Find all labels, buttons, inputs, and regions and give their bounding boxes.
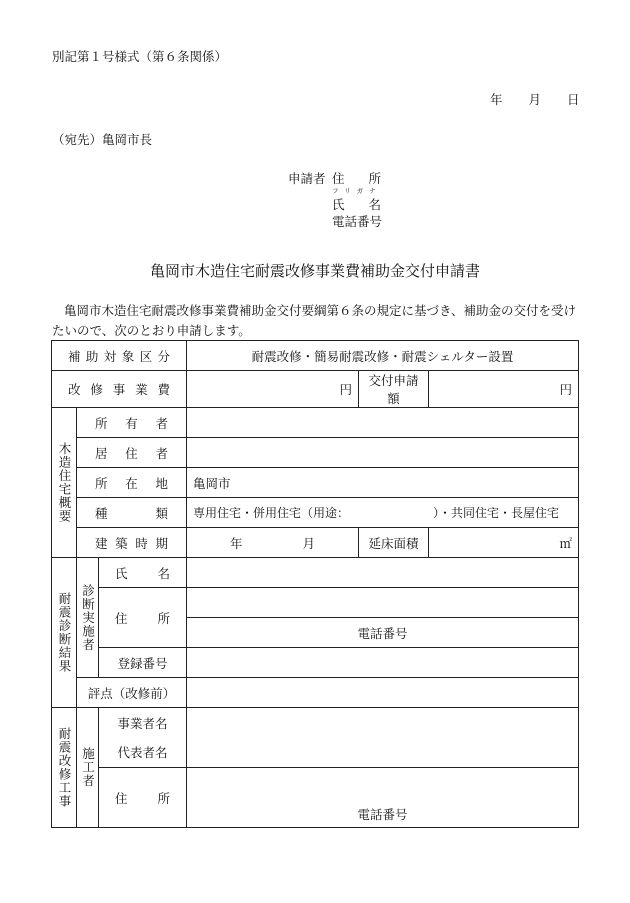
application-table xyxy=(51,340,579,828)
resident-label: 居住者 xyxy=(77,438,187,468)
table-row xyxy=(52,708,579,738)
diagnosis-section-label: 耐震診断結果 xyxy=(52,558,77,708)
body-text: 亀岡市木造住宅耐震改修事業費補助金交付要綱第６条の規定に基づき、補助金の交付を受けたいので、次のとおり申請します。 xyxy=(52,303,577,338)
grant-amount-field[interactable] xyxy=(429,371,579,408)
floor-area-unit: ㎡ xyxy=(559,535,573,551)
repair-cost-label: 改修事業費 xyxy=(52,371,187,408)
representative-field[interactable] xyxy=(187,738,579,768)
contractor-address-field[interactable] xyxy=(187,768,579,798)
resident-field[interactable] xyxy=(187,438,579,468)
subsidy-category-label: 補助対象区分 xyxy=(52,341,187,371)
table-row xyxy=(52,468,579,498)
table-row xyxy=(52,558,579,588)
applicant-label: 申請者 xyxy=(288,171,326,186)
score-label: 評点（改修前） xyxy=(77,678,187,708)
registration-field[interactable] xyxy=(187,648,579,678)
built-field[interactable] xyxy=(187,528,359,558)
type-suffix: ）・共同住宅・長屋住宅 xyxy=(433,506,560,520)
date-year: 年 xyxy=(490,92,503,107)
contractor-phone-label: 電話番号 xyxy=(357,807,408,822)
type-prefix: 専用住宅・併用住宅（用途： xyxy=(193,506,350,520)
diagnosis-phone-field[interactable] xyxy=(187,618,579,648)
table-row xyxy=(52,371,579,408)
diagnosis-address-field[interactable] xyxy=(187,588,579,618)
diagnosis-phone-label: 電話番号 xyxy=(357,625,408,641)
diagnosis-name-label: 氏名 xyxy=(99,558,187,588)
floor-area-label: 延床面積 xyxy=(359,528,429,558)
table-row xyxy=(52,438,579,468)
contractor-phone-field[interactable] xyxy=(187,798,579,828)
diagnosis-performer-label: 診断実施者 xyxy=(77,558,99,678)
built-month: 月 xyxy=(302,535,316,551)
retrofit-section-label: 耐震改修工事 xyxy=(52,708,77,828)
table-row xyxy=(52,408,579,438)
score-field[interactable] xyxy=(187,678,579,708)
applicant-name-label: 氏名 xyxy=(332,197,406,212)
addressee: （宛先）亀岡市長 xyxy=(52,132,153,147)
table-row xyxy=(52,341,579,371)
registration-label: 登録番号 xyxy=(99,648,187,678)
owner-field[interactable] xyxy=(187,408,579,438)
housing-section-label: 木造住宅概要 xyxy=(52,408,77,558)
form-number: 別記第１号様式（第６条関係） xyxy=(52,49,228,64)
table-row xyxy=(52,498,579,528)
applicant-phone-row xyxy=(288,213,405,230)
grant-amount-unit: 円 xyxy=(559,382,573,397)
applicant-name-row xyxy=(288,196,405,213)
applicant-block xyxy=(288,170,405,230)
grant-amount-label: 交付申請額 xyxy=(359,371,429,408)
repair-cost-field[interactable] xyxy=(187,371,359,408)
repair-cost-unit: 円 xyxy=(339,382,353,397)
location-label: 所在地 xyxy=(77,468,187,498)
date-month: 月 xyxy=(528,92,542,107)
business-name-label: 事業者名 xyxy=(99,708,187,738)
representative-label: 代表者名 xyxy=(99,738,187,768)
contractor-address-label: 住所 xyxy=(99,768,187,828)
built-year: 年 xyxy=(230,535,243,551)
table-row xyxy=(52,588,579,618)
diagnosis-address-label: 住所 xyxy=(99,588,187,648)
page-title: 亀岡市木造住宅耐震改修事業費補助金交付申請書 xyxy=(149,262,480,280)
applicant-phone-label: 電話番号 xyxy=(332,214,383,229)
applicant-address-label: 住所 xyxy=(332,171,406,186)
type-field[interactable] xyxy=(187,498,579,528)
subsidy-category-value[interactable]: 耐震改修・簡易耐震改修・耐震シェルター設置 xyxy=(187,341,579,371)
floor-area-field[interactable] xyxy=(429,528,579,558)
diagnosis-name-field[interactable] xyxy=(187,558,579,588)
applicant-address-row xyxy=(288,170,405,187)
business-name-field[interactable] xyxy=(187,708,579,738)
type-label: 種類 xyxy=(77,498,187,528)
owner-label: 所有者 xyxy=(77,408,187,438)
date-day: 日 xyxy=(567,92,580,107)
built-label: 建築時期 xyxy=(77,528,187,558)
table-row xyxy=(52,678,579,708)
table-row xyxy=(52,648,579,678)
table-row xyxy=(52,528,579,558)
table-row xyxy=(52,768,579,798)
contractor-label: 施工者 xyxy=(77,708,99,828)
date-line xyxy=(490,90,580,108)
table-row xyxy=(52,738,579,768)
location-field[interactable]: 亀岡市 xyxy=(187,468,579,498)
furigana-label: フリガナ xyxy=(332,187,382,195)
